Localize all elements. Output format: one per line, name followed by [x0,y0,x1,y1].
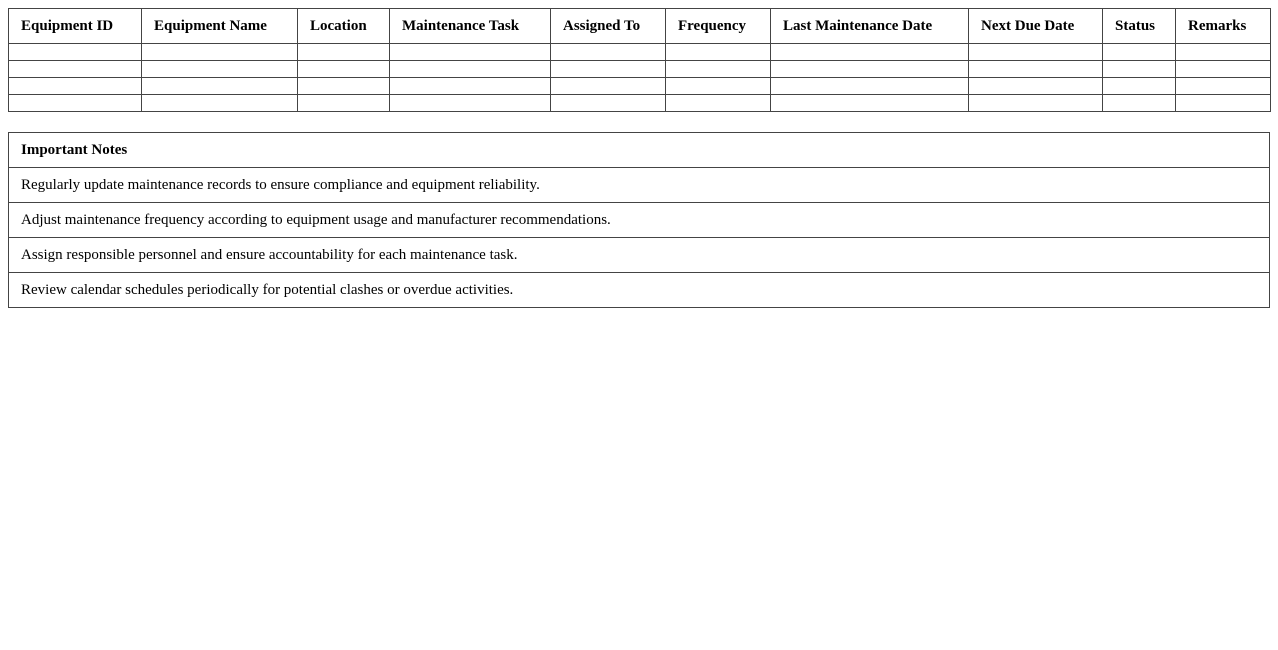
table-cell[interactable] [390,44,551,61]
note-item: Assign responsible personnel and ensure accountability for each maintenance task. [9,238,1270,273]
table-cell[interactable] [1103,44,1176,61]
note-row [9,168,1270,203]
notes-title: Important Notes [9,133,1270,168]
important-notes-table [8,132,1270,308]
column-header: Location [298,9,390,44]
table-cell[interactable] [1176,44,1271,61]
table-cell[interactable] [551,78,666,95]
table-cell[interactable] [1103,95,1176,112]
table-cell[interactable] [9,61,142,78]
table-header-row [9,9,1271,44]
table-cell[interactable] [298,78,390,95]
table-cell[interactable] [666,44,771,61]
column-header: Remarks [1176,9,1271,44]
column-header: Equipment Name [142,9,298,44]
maintenance-schedule-table [8,8,1271,112]
table-cell[interactable] [298,44,390,61]
notes-header-row [9,133,1270,168]
table-row [9,78,1271,95]
table-cell[interactable] [142,61,298,78]
table-cell[interactable] [551,95,666,112]
table-cell[interactable] [551,44,666,61]
note-item: Regularly update maintenance records to ensure compliance and equipment reliability. [9,168,1270,203]
table-cell[interactable] [771,95,969,112]
table-cell[interactable] [390,95,551,112]
table-cell[interactable] [1103,78,1176,95]
note-row [9,238,1270,273]
column-header: Next Due Date [969,9,1103,44]
table-cell[interactable] [1176,78,1271,95]
table-cell[interactable] [666,95,771,112]
column-header: Assigned To [551,9,666,44]
table-cell[interactable] [666,78,771,95]
table-cell[interactable] [9,95,142,112]
table-cell[interactable] [969,78,1103,95]
table-cell[interactable] [1103,61,1176,78]
column-header: Last Maintenance Date [771,9,969,44]
table-cell[interactable] [142,95,298,112]
table-cell[interactable] [969,95,1103,112]
table-cell[interactable] [771,44,969,61]
table-cell[interactable] [142,44,298,61]
table-cell[interactable] [298,95,390,112]
note-row [9,273,1270,308]
table-cell[interactable] [390,61,551,78]
table-cell[interactable] [771,78,969,95]
table-cell[interactable] [1176,61,1271,78]
table-cell[interactable] [1176,95,1271,112]
column-header: Equipment ID [9,9,142,44]
table-cell[interactable] [9,78,142,95]
table-cell[interactable] [9,44,142,61]
column-header: Status [1103,9,1176,44]
column-header: Frequency [666,9,771,44]
table-cell[interactable] [551,61,666,78]
table-row [9,95,1271,112]
table-cell[interactable] [298,61,390,78]
note-item: Adjust maintenance frequency according to equipment usage and manufacturer recommendations. [9,203,1270,238]
table-cell[interactable] [390,78,551,95]
table-row [9,44,1271,61]
table-cell[interactable] [142,78,298,95]
note-row [9,203,1270,238]
table-row [9,61,1271,78]
table-cell[interactable] [666,61,771,78]
table-cell[interactable] [969,61,1103,78]
note-item: Review calendar schedules periodically for potential clashes or overdue activities. [9,273,1270,308]
table-cell[interactable] [771,61,969,78]
column-header: Maintenance Task [390,9,551,44]
table-cell[interactable] [969,44,1103,61]
